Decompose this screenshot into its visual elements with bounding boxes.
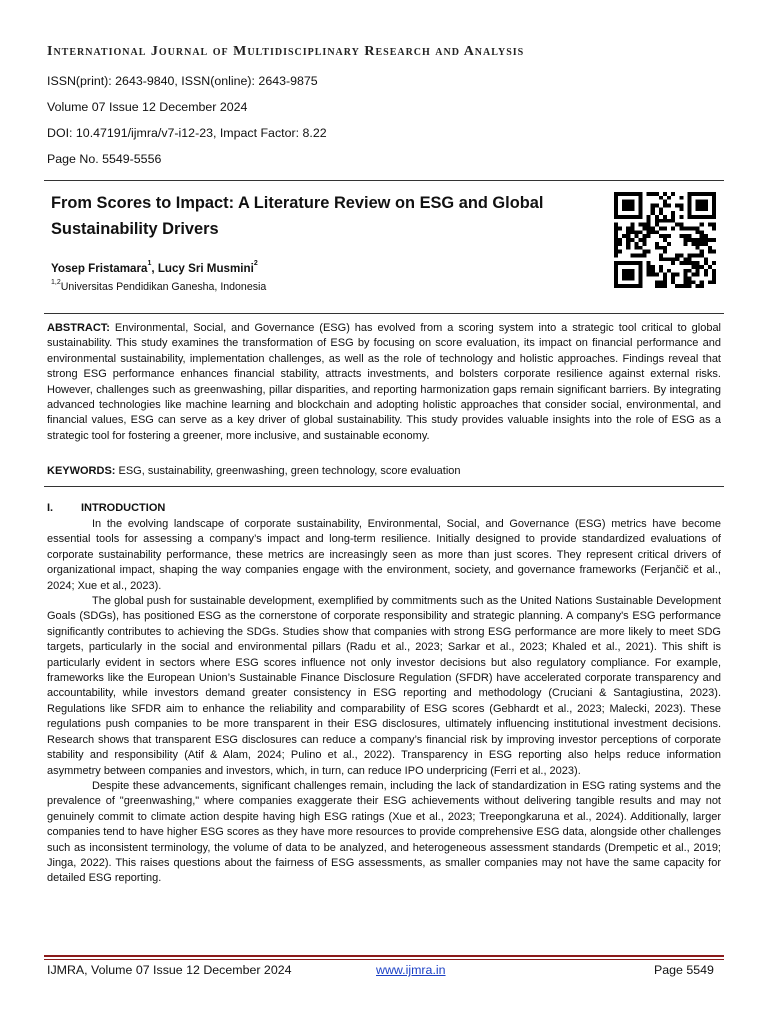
affiliation [51, 281, 266, 293]
section-number: I. [47, 502, 54, 514]
doi-line: DOI: 10.47191/ijmra/v7-i12-23, Impact Factor: 8.22 [47, 126, 327, 140]
author-sup: 1 [147, 260, 152, 267]
abstract-bottom-divider [44, 486, 724, 487]
page-range: Page No. 5549-5556 [47, 152, 162, 166]
author-name: Lucy Sri Musmini [157, 262, 254, 275]
footer-link-wrap [376, 963, 446, 977]
abstract-text: Environmental, Social, and Governance (ESG) has evolved from a scoring system into a strategic tool critical to global sustainability. This study examines the transformation of ESG by focusing on score evaluation, its impact on financial performance and environmental sustainability, implementation challenges, as well as the role of technology and holistic approaches. Findings reveal that strong ESG performance enhances financial stability, attracts investments, and bolsters corporate resilience against external risks. However, challenges such as greenwashing, pillar disparities, and reporting harmonization gaps remain significant barriers. By integrating advanced technologies like machine learning and blockchain and adopting holistic approaches that consider social, environmental, and financial values, ESG can serve as a key driver of global sustainability. This study provides valuable insights into the role of ESG as a strategic tool for fostering a greener, more inclusive, and sustainable economy. [47, 322, 721, 442]
footer-page-number: Page 5549 [654, 963, 714, 977]
keywords-text: ESG, sustainability, greenwashing, green technology, score evaluation [115, 465, 461, 477]
affiliation-sup: 1,2 [51, 279, 61, 286]
footer-rule [44, 955, 724, 957]
abstract-label: ABSTRACT: [47, 322, 110, 334]
affiliation-text: Universitas Pendidikan Ganesha, Indonesia [60, 281, 267, 293]
abstract [47, 321, 721, 444]
paragraph: Despite these advancements, significant challenges remain, including the lack of standardization in ESG rating systems and the prevalence of "greenwashing," where companies exaggerate their ESG achievements without delivering tangible results and may not genuinely commit to climate action despite having high ESG ratings (Xue et al., 2023; Treepongkaruna et al., 2024). Additionally, larger companies tend to have higher ESG scores as they have more resources to provide comprehensive ESG data, alongside other challenges such as inconsistent terminology, the volume of data to be analyzed, and heterogeneous assessment standards (Drempetic et al., 2019; Jinga, 2022). This raises questions about the fairness of ESG assessments, as smaller companies may not have the same capacity for detailed ESG reporting. [47, 779, 721, 885]
section-title: INTRODUCTION [81, 502, 166, 514]
header-divider [44, 180, 724, 181]
footer-journal: IJMRA, Volume 07 Issue 12 December 2024 [47, 963, 292, 977]
abstract-top-divider [44, 313, 724, 314]
author-sup: 2 [253, 260, 258, 267]
volume-line: Volume 07 Issue 12 December 2024 [47, 100, 248, 114]
paragraph: The global push for sustainable development, exemplified by commitments such as the United Nations Sustainable Development Goals (SDGs), has positioned ESG as the cornerstone of corporate responsibility and strategic planning. A company's ESG performance significantly contributes to achieving the SDGs. Studies show that companies with strong ESG performance are more likely to meet SDG targets, particularly in the social and environmental pillars (Radu et al., 2023; Sarkar et al., 2023; Khaled et al., 2021). This shift is particularly evident in sectors where ESG scores influence not only investor decisions but also regulatory compliance. For example, frameworks like the European Union’s Sustainable Finance Disclosure Regulation (SFDR) have accelerated corporate transparency and accountability, while investors demand greater consistency in ESG reporting and methodology (Cruciani & Santagiustina, 2023). Regulations like SFDR aim to enhance the reliability and comparability of ESG scores (Gebhardt et al., 2023; Malecki, 2023). These regulations push companies to be more transparent in their ESG disclosures, ultimately influencing institutional investment decisions. Research shows that transparent ESG disclosures can reduce a company’s financial risk by improving investor perceptions of corporate stability and responsibility (Atif & Alam, 2024; Pulino et al., 2022). Transparency in ESG reporting also helps reduce information asymmetry between companies and investors, which, in turn, can reduce IPO underpricing (Ferri et al., 2023). [47, 595, 721, 777]
paragraph: In the evolving landscape of corporate sustainability, Environmental, Social, and Governance (ESG) metrics have become essential tools for assessing a company’s impact and long-term resilience. Initially designed to provide standardized evaluations of corporate sustainability performance, these metrics are increasingly seen as more than just scores. They represent critical drivers of organizational impact, shaping the way companies engage with the environment, society, and governance frameworks (Ferjančič et al., 2024; Xue et al., 2023). [47, 518, 721, 592]
keywords [47, 464, 721, 479]
author-list [51, 262, 258, 275]
footer-rule [44, 959, 724, 960]
intro-body [47, 517, 721, 887]
paper-title: From Scores to Impact: A Literature Review on ESG and Global Sustainability Drivers [51, 194, 544, 238]
journal-website-link[interactable]: www.ijmra.in [376, 963, 446, 977]
journal-title: International Journal of Multidisciplinary Research and Analysis [47, 44, 525, 59]
author-name: Yosep Fristamara [51, 262, 148, 275]
qr-code-icon [614, 192, 716, 288]
author-separator: , [151, 262, 158, 275]
issn-line: ISSN(print): 2643-9840, ISSN(online): 2643-9875 [47, 74, 318, 88]
keywords-label: KEYWORDS: [47, 465, 116, 477]
section-heading [47, 502, 165, 514]
